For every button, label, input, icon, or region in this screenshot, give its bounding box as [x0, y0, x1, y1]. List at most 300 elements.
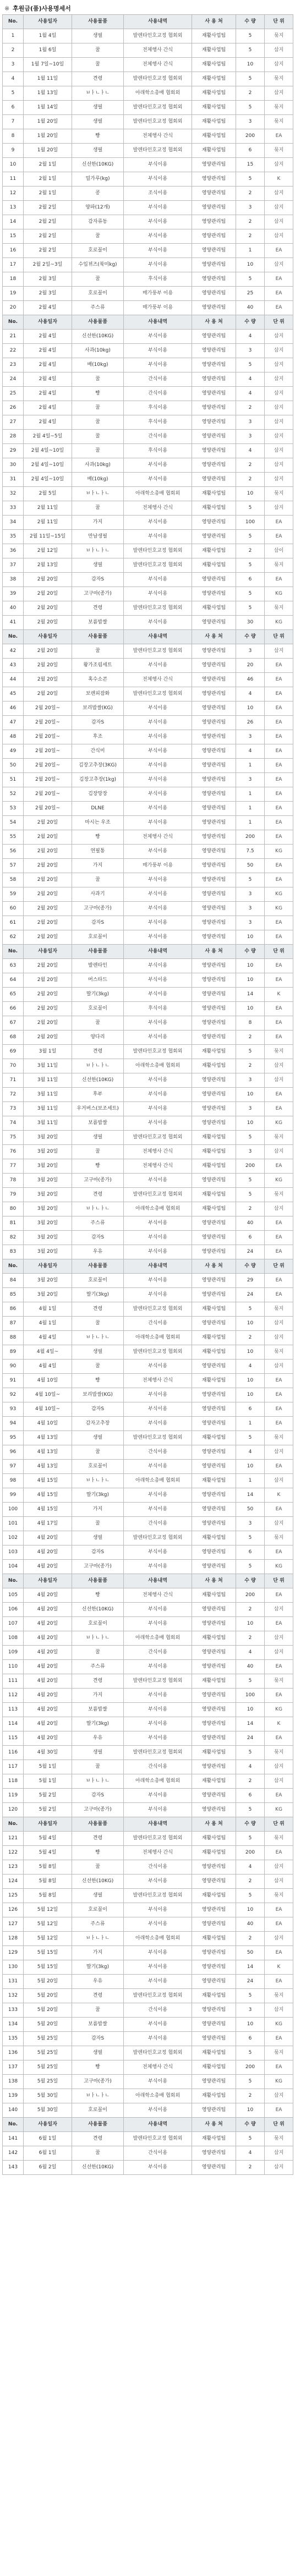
cell-no: 108	[3, 1631, 24, 1646]
table-row	[3, 1631, 293, 1646]
table-row	[3, 1402, 293, 1417]
repeated-col-header-no: No.	[3, 1574, 24, 1588]
cell-date: 3월 11일	[24, 1102, 72, 1116]
cell-recipient: 재활사업팀	[192, 544, 236, 558]
cell-no: 18	[3, 272, 24, 287]
table-row	[3, 1660, 293, 1674]
table-row	[3, 544, 293, 558]
cell-purpose: 부식이용	[124, 172, 192, 187]
cell-no: 128	[3, 1932, 24, 1946]
cell-no: 68	[3, 1031, 24, 1045]
cell-no: 29	[3, 444, 24, 458]
cell-recipient: 영양관리팀	[192, 2161, 236, 2175]
cell-qty: 5	[236, 873, 265, 887]
cell-no: 40	[3, 601, 24, 616]
repeated-header-row	[3, 315, 293, 330]
cell-item: ㅂㅏㄴㅏㄴ	[72, 1774, 124, 1789]
cell-unit: 묶지	[265, 1674, 293, 1689]
cell-date: 3월 20일	[24, 1131, 72, 1145]
cell-item: 꿀	[72, 401, 124, 415]
cell-qty: 200	[236, 2060, 265, 2075]
table-row	[3, 644, 293, 659]
cell-purpose: 부식이용	[124, 659, 192, 673]
cell-no: 46	[3, 701, 24, 716]
cell-qty: 10	[236, 2103, 265, 2118]
cell-recipient: 영양관리팀	[192, 1445, 236, 1460]
table-row	[3, 86, 293, 101]
cell-recipient: 영양관리팀	[192, 587, 236, 601]
col-header-unit: 단 위	[265, 15, 293, 29]
cell-no: 125	[3, 1889, 24, 1903]
cell-purpose: 부식이용	[124, 229, 192, 244]
cell-no: 111	[3, 1674, 24, 1689]
cell-unit: EA	[265, 1460, 293, 1474]
cell-purpose: 아래학소총배 협회외	[124, 1202, 192, 1216]
cell-date: 2월 2일	[24, 201, 72, 215]
table-row	[3, 1989, 293, 2003]
cell-recipient: 재활사업팀	[192, 29, 236, 43]
cell-qty: 2	[236, 2089, 265, 2103]
cell-recipient: 영양관리팀	[192, 1860, 236, 1875]
cell-unit: 삽지	[265, 1646, 293, 1660]
cell-purpose: 부식이용	[124, 916, 192, 930]
cell-recipient: 재활사업팀	[192, 1302, 236, 1317]
cell-recipient: 영양관리팀	[192, 258, 236, 272]
cell-date: 4월 4일	[24, 1360, 72, 1374]
cell-no: 86	[3, 1302, 24, 1317]
cell-date: 6월 1일	[24, 2146, 72, 2161]
cell-item: 꿀	[72, 1860, 124, 1875]
cell-recipient: 영양관리팀	[192, 859, 236, 873]
cell-recipient: 영양관리팀	[192, 573, 236, 587]
cell-date: 2월 20일	[24, 616, 72, 630]
table-row	[3, 1760, 293, 1774]
cell-qty: 2	[236, 86, 265, 101]
table-row	[3, 959, 293, 973]
cell-purpose: 간식이용	[124, 372, 192, 387]
cell-qty: 5	[236, 1674, 265, 1689]
cell-item: 감자S	[72, 2032, 124, 2046]
cell-item: 빵	[72, 387, 124, 401]
cell-qty: 3	[236, 2003, 265, 2018]
cell-qty: 10	[236, 1903, 265, 1917]
table-row	[3, 1302, 293, 1317]
cell-date: 5월 15일	[24, 1960, 72, 1975]
cell-qty: 8	[236, 1016, 265, 1031]
cell-recipient: 재활사업팀	[192, 501, 236, 516]
table-row	[3, 301, 293, 315]
cell-unit: EA	[265, 959, 293, 973]
table-row	[3, 1545, 293, 1560]
cell-date: 2월 20일	[24, 988, 72, 1002]
cell-purpose: 발렌타인호교정 협회외	[124, 115, 192, 129]
cell-purpose: 후식이용	[124, 444, 192, 458]
cell-qty: 10	[236, 1088, 265, 1102]
cell-date: 2월 1일	[24, 187, 72, 201]
cell-item: 배(10kg)	[72, 473, 124, 487]
cell-date: 2월 20일	[24, 873, 72, 887]
table-row	[3, 430, 293, 444]
cell-qty: 2	[236, 1774, 265, 1789]
table-row	[3, 830, 293, 845]
cell-purpose: 부식이용	[124, 1402, 192, 1417]
table-row	[3, 1460, 293, 1474]
cell-item: 가지	[72, 1689, 124, 1703]
table-row	[3, 2003, 293, 2018]
table-row	[3, 444, 293, 458]
cell-date: 2월 20일~	[24, 716, 72, 730]
cell-qty: 2	[236, 1059, 265, 1073]
table-row	[3, 129, 293, 144]
cell-qty: 2	[236, 1932, 265, 1946]
cell-purpose: 부식이용	[124, 1245, 192, 1259]
cell-recipient: 영양관리팀	[192, 215, 236, 229]
cell-purpose: 발렌타인호교정 협회외	[124, 544, 192, 558]
cell-purpose: 전체행사 간식	[124, 1374, 192, 1388]
cell-no: 67	[3, 1016, 24, 1031]
cell-item: 생필	[72, 558, 124, 573]
cell-purpose: 부식이용	[124, 2032, 192, 2046]
cell-recipient: 재활사업팀	[192, 43, 236, 58]
cell-date: 1월 14일	[24, 101, 72, 115]
cell-date: 3월 20일	[24, 1216, 72, 1231]
cell-date: 1월 13일	[24, 86, 72, 101]
cell-qty: 1	[236, 816, 265, 830]
cell-date: 3월 11일	[24, 1116, 72, 1131]
table-row	[3, 859, 293, 873]
cell-unit: K	[265, 1488, 293, 1503]
table-row	[3, 487, 293, 501]
cell-item: 신선한(10KG)	[72, 330, 124, 344]
cell-unit: 삽지	[265, 1360, 293, 1374]
cell-date: 4월 20일	[24, 1674, 72, 1689]
table-row	[3, 2089, 293, 2103]
cell-date: 2월 4일	[24, 344, 72, 358]
cell-unit: 삽지	[265, 387, 293, 401]
table-row	[3, 587, 293, 601]
cell-recipient: 영양관리팀	[192, 272, 236, 287]
cell-item: 꿀	[72, 43, 124, 58]
cell-unit: 삽지	[265, 644, 293, 659]
cell-no: 129	[3, 1946, 24, 1960]
cell-no: 138	[3, 2075, 24, 2089]
cell-recipient: 영양관리팀	[192, 1317, 236, 1331]
cell-date: 2월 20일	[24, 816, 72, 830]
cell-date: 2월 20일	[24, 673, 72, 687]
cell-date: 2월 20일	[24, 830, 72, 845]
repeated-col-header-date: 사용일자	[24, 1574, 72, 1588]
cell-qty: 3	[236, 887, 265, 902]
cell-date: 3월 20일	[24, 1159, 72, 1174]
cell-unit: 삽지	[265, 2146, 293, 2161]
cell-no: 142	[3, 2146, 24, 2161]
cell-item: 보름밥쌀	[72, 616, 124, 630]
cell-unit: 묶지	[265, 601, 293, 616]
cell-qty: 3	[236, 902, 265, 916]
cell-purpose: 아래학소총배 협회외	[124, 86, 192, 101]
cell-date: 2월 20일~	[24, 802, 72, 816]
cell-date: 2월 4일~10일	[24, 458, 72, 473]
cell-recipient: 영양관리팀	[192, 1646, 236, 1660]
cell-qty: 5	[236, 2075, 265, 2089]
cell-no: 12	[3, 187, 24, 201]
cell-date: 3월 11일	[24, 1088, 72, 1102]
table-row	[3, 1488, 293, 1503]
cell-unit: 삽지	[265, 201, 293, 215]
table-row	[3, 1345, 293, 1360]
table-row	[3, 1717, 293, 1731]
cell-purpose: 간식이용	[124, 1317, 192, 1331]
cell-date: 4월 10일	[24, 1374, 72, 1388]
repeated-col-header-unit: 단 위	[265, 630, 293, 644]
cell-unit: 삽지	[265, 1875, 293, 1889]
cell-date: 2월 20일	[24, 902, 72, 916]
cell-item: 딸기(3kg)	[72, 1717, 124, 1731]
cell-recipient: 영양관리팀	[192, 330, 236, 344]
cell-qty: 2	[236, 1631, 265, 1646]
cell-purpose: 발렌타인호교정 협회외	[124, 558, 192, 573]
cell-item: 빵	[72, 1588, 124, 1603]
cell-unit: EA	[265, 744, 293, 759]
cell-recipient: 영양관리팀	[192, 1660, 236, 1674]
cell-purpose: 발렌타인호교정 협회외	[124, 1302, 192, 1317]
cell-qty: 2	[236, 401, 265, 415]
table-row	[3, 873, 293, 887]
cell-item: 꿀	[72, 2003, 124, 2018]
repeated-col-header-unit: 단 위	[265, 315, 293, 330]
cell-recipient: 재활사업팀	[192, 1889, 236, 1903]
cell-no: 118	[3, 1774, 24, 1789]
cell-no: 8	[3, 129, 24, 144]
cell-date: 3월 20일	[24, 1274, 72, 1288]
table-row	[3, 1617, 293, 1631]
table-row	[3, 744, 293, 759]
cell-qty: 5	[236, 1560, 265, 1574]
cell-unit: 삽지	[265, 344, 293, 358]
cell-item: ㅂㅏㄴㅏㄴ	[72, 1932, 124, 1946]
cell-no: 21	[3, 330, 24, 344]
cell-no: 114	[3, 1717, 24, 1731]
cell-unit: K	[265, 172, 293, 187]
cell-qty: 15	[236, 158, 265, 172]
cell-purpose: 부식이용	[124, 1216, 192, 1231]
cell-no: 110	[3, 1660, 24, 1674]
cell-date: 2월 2일~3일	[24, 258, 72, 272]
table-row	[3, 387, 293, 401]
cell-item: ㅂㅏㄴㅏㄴ	[72, 1331, 124, 1345]
cell-no: 52	[3, 787, 24, 802]
table-row	[3, 988, 293, 1002]
cell-date: 2월 12일	[24, 544, 72, 558]
table-row	[3, 244, 293, 258]
cell-date: 2월 4일~10일	[24, 444, 72, 458]
cell-qty: 50	[236, 1503, 265, 1517]
cell-date: 2월 4일~10일	[24, 473, 72, 487]
cell-unit: EA	[265, 1016, 293, 1031]
cell-recipient: 영양관리팀	[192, 1917, 236, 1932]
cell-no: 69	[3, 1045, 24, 1059]
cell-unit: K	[265, 1717, 293, 1731]
repeated-col-header-no: No.	[3, 315, 24, 330]
table-row	[3, 659, 293, 673]
cell-purpose: 부식이용	[124, 244, 192, 258]
cell-recipient: 재활사업팀	[192, 487, 236, 501]
cell-no: 85	[3, 1288, 24, 1302]
cell-date: 2월 13일	[24, 558, 72, 573]
cell-recipient: 영양관리팀	[192, 1002, 236, 1016]
cell-no: 55	[3, 830, 24, 845]
cell-no: 10	[3, 158, 24, 172]
cell-qty: 5	[236, 530, 265, 544]
cell-no: 116	[3, 1746, 24, 1760]
cell-recipient: 영양관리팀	[192, 1617, 236, 1631]
cell-date: 1월 20일	[24, 144, 72, 158]
cell-item: 딸기(3kg)	[72, 1288, 124, 1302]
cell-recipient: 재활사업팀	[192, 1131, 236, 1145]
cell-item: 간식미	[72, 744, 124, 759]
cell-unit: KG	[265, 616, 293, 630]
cell-unit: EA	[265, 1503, 293, 1517]
cell-qty: 24	[236, 1731, 265, 1746]
cell-item: 호로꼴이	[72, 2103, 124, 2118]
cell-item: 사과기	[72, 887, 124, 902]
cell-unit: EA	[265, 1975, 293, 1989]
table-row	[3, 1731, 293, 1746]
table-row	[3, 1946, 293, 1960]
cell-purpose: 부식이용	[124, 959, 192, 973]
cell-purpose: 부식이용	[124, 716, 192, 730]
table-row	[3, 1031, 293, 1045]
cell-no: 121	[3, 1832, 24, 1846]
cell-qty: 29	[236, 1274, 265, 1288]
table-row	[3, 1016, 293, 1031]
repeated-col-header-date: 사용일자	[24, 315, 72, 330]
repeated-col-header-purpose: 사용내역	[124, 315, 192, 330]
cell-unit: 삽지	[265, 358, 293, 372]
cell-recipient: 영양관리팀	[192, 458, 236, 473]
cell-date: 5월 30일	[24, 2103, 72, 2118]
cell-unit: EA	[265, 1388, 293, 1402]
cell-purpose: 아래학소총배 협회외	[124, 1774, 192, 1789]
table-row	[3, 29, 293, 43]
cell-recipient: 영양관리팀	[192, 902, 236, 916]
cell-recipient: 영양관리팀	[192, 1073, 236, 1088]
cell-recipient: 영양관리팀	[192, 2032, 236, 2046]
cell-unit: EA	[265, 930, 293, 945]
cell-recipient: 영양관리팀	[192, 358, 236, 372]
cell-qty: 4	[236, 744, 265, 759]
repeated-col-header-item: 사용물품	[72, 1817, 124, 1832]
cell-unit: EA	[265, 916, 293, 930]
repeated-col-header-purpose: 사용내역	[124, 1574, 192, 1588]
cell-item: ㅂㅏㄴㅏㄴ	[72, 2089, 124, 2103]
cell-item: ㅂㅏㄴㅏㄴ	[72, 86, 124, 101]
cell-recipient: 영양관리팀	[192, 229, 236, 244]
cell-unit: 삽지	[265, 1603, 293, 1617]
cell-item: 후부	[72, 1088, 124, 1102]
cell-recipient: 영양관리팀	[192, 1116, 236, 1131]
cell-purpose: 발렌타인호교정 협회외	[124, 2132, 192, 2146]
table-row	[3, 501, 293, 516]
cell-item: 수입뀌즈(북미kg)	[72, 258, 124, 272]
cell-unit: 삽지	[265, 1774, 293, 1789]
cell-purpose: 부식이용	[124, 816, 192, 830]
cell-purpose: 간식이용	[124, 2146, 192, 2161]
cell-qty: 5	[236, 1531, 265, 1545]
table-row	[3, 730, 293, 744]
cell-unit: EA	[265, 1903, 293, 1917]
cell-no: 103	[3, 1545, 24, 1560]
cell-unit: 삽지	[265, 1317, 293, 1331]
cell-no: 102	[3, 1531, 24, 1545]
col-header-item: 사용물품	[72, 15, 124, 29]
cell-date: 2월 20일	[24, 887, 72, 902]
cell-unit: EA	[265, 573, 293, 587]
cell-item: 견령	[72, 1045, 124, 1059]
cell-purpose: 전체행사 간식	[124, 501, 192, 516]
cell-item: 고구마(종가)	[72, 587, 124, 601]
cell-no: 24	[3, 372, 24, 387]
table-row	[3, 2046, 293, 2060]
cell-qty: 5	[236, 1431, 265, 1445]
cell-recipient: 영양관리팀	[192, 2003, 236, 2018]
cell-no: 60	[3, 902, 24, 916]
cell-no: 119	[3, 1789, 24, 1803]
cell-recipient: 영양관리팀	[192, 1088, 236, 1102]
cell-date: 1월 11일	[24, 72, 72, 86]
cell-unit: EA	[265, 787, 293, 802]
cell-no: 9	[3, 144, 24, 158]
cell-qty: 10	[236, 1460, 265, 1474]
cell-purpose: 아래학소총배 협회외	[124, 487, 192, 501]
cell-qty: 100	[236, 516, 265, 530]
cell-date: 2월 1일	[24, 172, 72, 187]
document-title	[2, 3, 293, 14]
cell-date: 4월 15일	[24, 1503, 72, 1517]
cell-item: 머스타드	[72, 973, 124, 988]
cell-qty: 200	[236, 830, 265, 845]
table-row	[3, 187, 293, 201]
cell-unit: EA	[265, 673, 293, 687]
cell-item: ㅂㅏㄴㅏㄴ	[72, 1059, 124, 1073]
cell-recipient: 영양관리팀	[192, 1717, 236, 1731]
cell-recipient: 영양관리팀	[192, 201, 236, 215]
cell-recipient: 영양관리팀	[192, 387, 236, 401]
cell-qty: 3	[236, 730, 265, 744]
cell-no: 39	[3, 587, 24, 601]
cell-date: 2월 20일	[24, 859, 72, 873]
cell-no: 90	[3, 1360, 24, 1374]
repeated-col-header-purpose: 사용내역	[124, 945, 192, 959]
cell-purpose: 부식이용	[124, 773, 192, 787]
cell-no: 36	[3, 544, 24, 558]
cell-recipient: 영양관리팀	[192, 473, 236, 487]
cell-unit: EA	[265, 1660, 293, 1674]
cell-item: 감자S	[72, 716, 124, 730]
cell-purpose: 아래학소총배 협회외	[124, 1631, 192, 1646]
cell-purpose: 매가풍부 이용	[124, 859, 192, 873]
cell-item: 빵	[72, 830, 124, 845]
table-row	[3, 415, 293, 430]
cell-recipient: 영양관리팀	[192, 616, 236, 630]
cell-item: 배(10kg)	[72, 358, 124, 372]
cell-unit: EA	[265, 1002, 293, 1016]
cell-date: 1월 4일	[24, 29, 72, 43]
cell-qty: 3	[236, 773, 265, 787]
cell-purpose: 부식이용	[124, 730, 192, 744]
cell-unit: EA	[265, 802, 293, 816]
cell-item: 감자S	[72, 1231, 124, 1245]
